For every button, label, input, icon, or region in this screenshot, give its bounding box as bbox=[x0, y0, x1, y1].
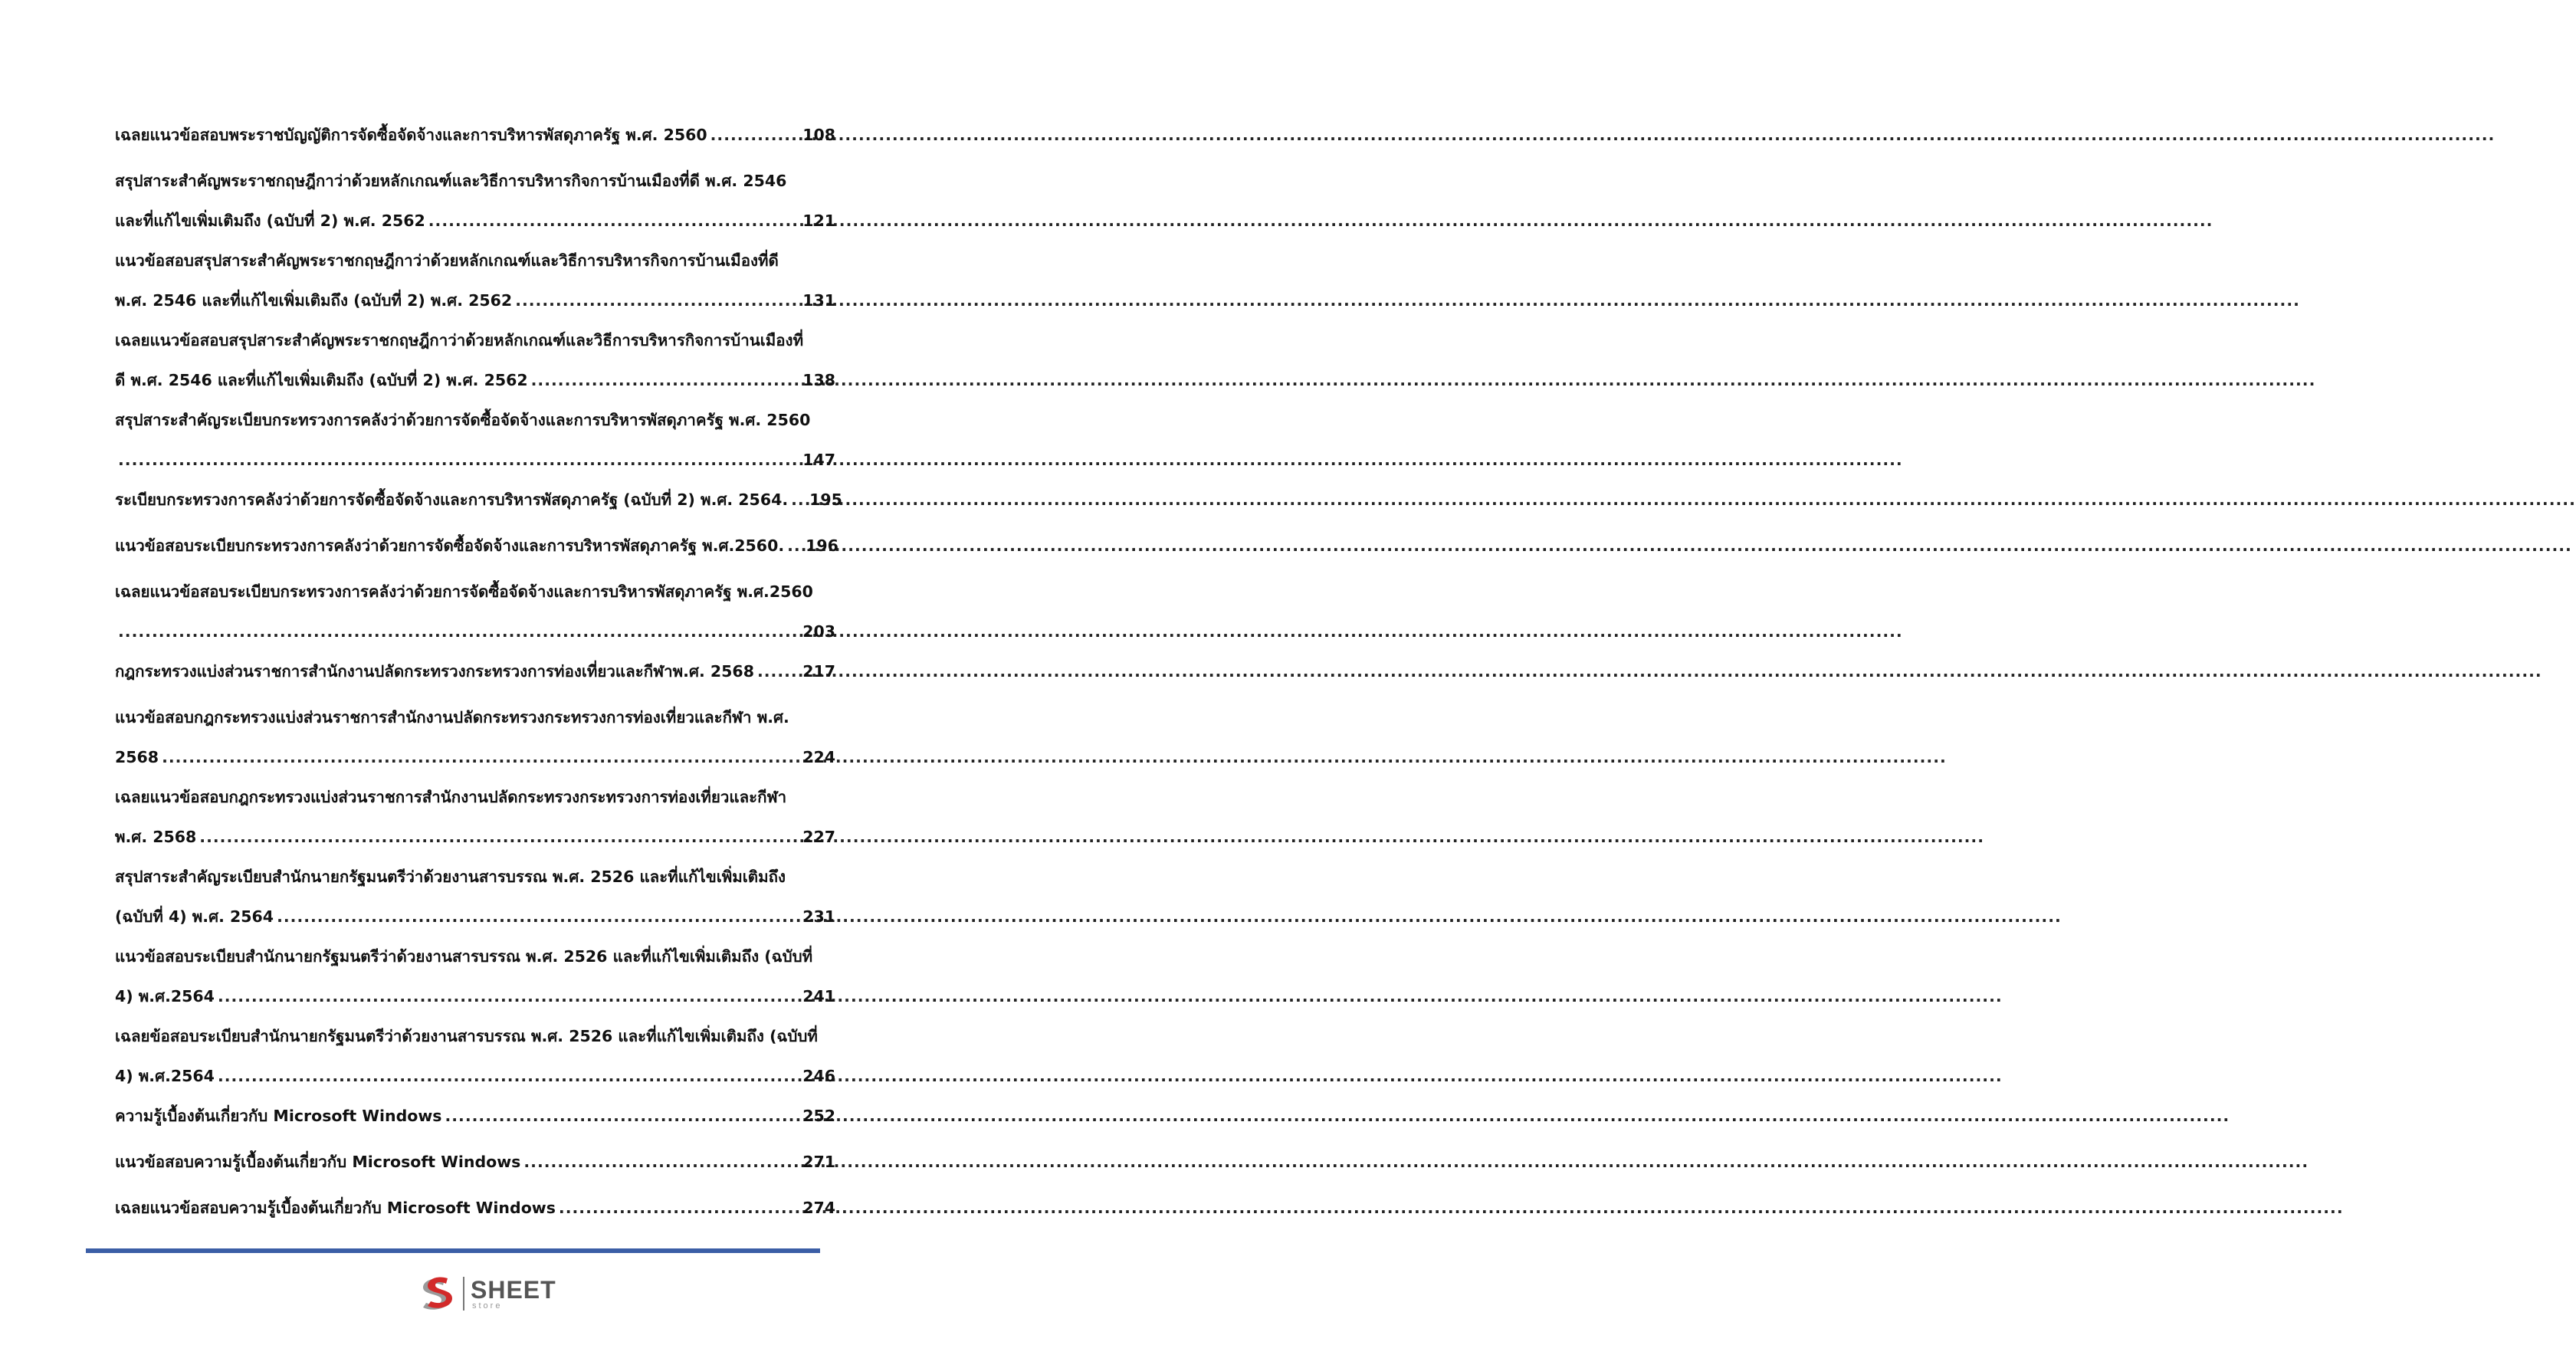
logo-text bbox=[471, 1275, 556, 1311]
toc-entry bbox=[115, 320, 835, 400]
toc-entry-line bbox=[115, 777, 835, 817]
toc-entry-line bbox=[115, 440, 835, 480]
toc-entry-title: เฉลยแนวข้อสอบกฎกระทรวงแบ่งส่วนราชการสำนักงานปลัดกระทรวงกระทรวงการท่องเที่ยวและกีฬา bbox=[115, 788, 787, 806]
toc-page-number: 147 bbox=[802, 451, 835, 469]
toc-leader-dots bbox=[787, 526, 802, 566]
toc-entry-line bbox=[115, 1142, 835, 1182]
toc-entry-line bbox=[115, 280, 835, 320]
toc-page-number: 196 bbox=[806, 536, 838, 555]
toc-entry-line bbox=[115, 1188, 835, 1228]
toc-leader-dots bbox=[791, 480, 806, 520]
toc-entry-title: ดี พ.ศ. 2546 และที่แก้ไขเพิ่มเติมถึง (ฉบับที่ 2) พ.ศ. 2562 bbox=[115, 371, 528, 389]
toc-entry-line bbox=[115, 241, 835, 280]
toc-entry bbox=[115, 651, 835, 691]
toc-entry bbox=[115, 1096, 835, 1136]
toc-entry-title: แนวข้อสอบความรู้เบื้องต้นเกี่ยวกับ Microsoft Windows bbox=[115, 1153, 521, 1171]
toc-page-number: 271 bbox=[802, 1153, 835, 1171]
toc-entry-title: สรุปสาระสำคัญระเบียบสำนักนายกรัฐมนตรีว่าด้วยงานสารบรรณ พ.ศ. 2526 และที่แก้ไขเพิ่มเติมถึง bbox=[115, 868, 786, 886]
toc-entry bbox=[115, 777, 835, 857]
toc-page-number: 121 bbox=[802, 212, 835, 230]
toc-entry-line bbox=[115, 360, 835, 400]
logo-word: SHEET bbox=[471, 1275, 556, 1304]
table-of-contents bbox=[115, 115, 842, 1234]
toc-entry bbox=[115, 697, 835, 777]
toc-entry-title: แนวข้อสอบระเบียบกระทรวงการคลังว่าด้วยการจัดซื้อจัดจ้างและการบริหารพัสดุภาครัฐ พ.ศ.2560. bbox=[115, 536, 785, 555]
toc-page-number: 203 bbox=[802, 622, 835, 641]
toc-entry-title: 2568 bbox=[115, 748, 159, 766]
toc-entry-line bbox=[115, 1056, 835, 1096]
toc-leader-dots bbox=[118, 440, 799, 480]
toc-leader-dots bbox=[445, 1096, 799, 1136]
toc-entry-title: 4) พ.ศ.2564 bbox=[115, 1067, 215, 1085]
toc-page-number: 217 bbox=[802, 662, 835, 681]
toc-page-number: 246 bbox=[802, 1067, 835, 1085]
toc-entry-title: เฉลยแนวข้อสอบพระราชบัญญัติการจัดซื้อจัดจ้างและการบริหารพัสดุภาครัฐ พ.ศ. 2560 bbox=[115, 126, 707, 144]
toc-entry-line bbox=[115, 697, 835, 737]
toc-entry-line bbox=[115, 480, 842, 520]
toc-entry-title: 4) พ.ศ.2564 bbox=[115, 987, 215, 1005]
toc-page-number: 195 bbox=[809, 490, 842, 509]
toc-entry-title: แนวข้อสอบสรุปสาระสำคัญพระราชกฤษฎีกาว่าด้วยหลักเกณฑ์และวิธีการบริหารกิจการบ้านเมืองที่ดี bbox=[115, 251, 779, 270]
toc-entry-line bbox=[115, 737, 835, 777]
toc-entry bbox=[115, 526, 838, 566]
toc-entry-line bbox=[115, 161, 835, 201]
toc-entry-line bbox=[115, 115, 835, 155]
toc-entry-line bbox=[115, 817, 835, 857]
toc-page-number: 274 bbox=[802, 1199, 835, 1217]
toc-entry-line bbox=[115, 612, 835, 651]
toc-entry-title: สรุปสาระสำคัญพระราชกฤษฎีกาว่าด้วยหลักเกณฑ์และวิธีการบริหารกิจการบ้านเมืองที่ดี พ.ศ. 2546 bbox=[115, 172, 787, 190]
toc-leader-dots bbox=[428, 201, 799, 241]
toc-entry bbox=[115, 937, 835, 1016]
toc-page-number: 131 bbox=[802, 291, 835, 310]
toc-entry-title: แนวข้อสอบกฎกระทรวงแบ่งส่วนราชการสำนักงานปลัดกระทรวงกระทรวงการท่องเที่ยวและกีฬา พ.ศ. bbox=[115, 708, 789, 727]
toc-leader-dots bbox=[523, 1142, 799, 1182]
toc-entry bbox=[115, 1016, 835, 1096]
toc-entry bbox=[115, 115, 835, 155]
toc-entry bbox=[115, 161, 835, 241]
toc-entry-title: เฉลยข้อสอบระเบียบสำนักนายกรัฐมนตรีว่าด้วยงานสารบรรณ พ.ศ. 2526 และที่แก้ไขเพิ่มเติมถึง (ฉบับที่ bbox=[115, 1027, 818, 1045]
toc-entry-line bbox=[115, 1096, 835, 1136]
toc-entry bbox=[115, 857, 835, 937]
sheet-store-logo-icon bbox=[414, 1272, 457, 1315]
toc-entry-line bbox=[115, 526, 838, 566]
toc-entry-line bbox=[115, 572, 835, 612]
toc-page-number: 252 bbox=[802, 1107, 835, 1125]
toc-entry-line bbox=[115, 937, 835, 976]
toc-leader-dots bbox=[515, 280, 799, 320]
toc-entry bbox=[115, 572, 835, 651]
logo-separator bbox=[463, 1277, 464, 1311]
toc-entry bbox=[115, 1188, 835, 1228]
sheet-store-logo bbox=[414, 1272, 556, 1315]
toc-leader-dots bbox=[162, 737, 799, 777]
toc-entry bbox=[115, 241, 835, 320]
toc-page-number: 224 bbox=[802, 748, 835, 766]
toc-entry-title: สรุปสาระสำคัญระเบียบกระทรวงการคลังว่าด้วยการจัดซื้อจัดจ้างและการบริหารพัสดุภาครัฐ พ.ศ. 2560 bbox=[115, 411, 811, 429]
toc-leader-dots bbox=[531, 360, 800, 400]
toc-entry-title: ความรู้เบื้องต้นเกี่ยวกับ Microsoft Windows bbox=[115, 1107, 442, 1125]
toc-entry-title: กฎกระทรวงแบ่งส่วนราชการสำนักงานปลัดกระทรวงกระทรวงการท่องเที่ยวและกีฬาพ.ศ. 2568 bbox=[115, 662, 754, 681]
toc-page-number: 241 bbox=[802, 987, 835, 1005]
toc-leader-dots bbox=[559, 1188, 799, 1228]
toc-page-number: 108 bbox=[802, 126, 835, 144]
toc-leader-dots bbox=[757, 651, 799, 691]
toc-page-number: 227 bbox=[802, 828, 835, 846]
toc-entry-title: ระเบียบกระทรวงการคลังว่าด้วยการจัดซื้อจัดจ้างและการบริหารพัสดุภาครัฐ (ฉบับที่ 2) พ.ศ. 2564. bbox=[115, 490, 789, 509]
toc-leader-dots bbox=[710, 115, 800, 155]
toc-entry-title: เฉลยแนวข้อสอบสรุปสาระสำคัญพระราชกฤษฎีกาว่าด้วยหลักเกณฑ์และวิธีการบริหารกิจการบ้านเมืองที่ bbox=[115, 331, 804, 349]
toc-entry bbox=[115, 1142, 835, 1182]
toc-entry-title: แนวข้อสอบระเบียบสำนักนายกรัฐมนตรีว่าด้วยงานสารบรรณ พ.ศ. 2526 และที่แก้ไขเพิ่มเติมถึง (ฉบับที่ bbox=[115, 947, 813, 966]
toc-leader-dots bbox=[277, 897, 799, 937]
toc-leader-dots bbox=[218, 976, 799, 1016]
toc-entry bbox=[115, 480, 842, 520]
toc-page-number: 138 bbox=[802, 371, 835, 389]
toc-leader-dots bbox=[118, 612, 799, 651]
toc-entry-line bbox=[115, 976, 835, 1016]
toc-entry-line bbox=[115, 1016, 835, 1056]
toc-entry-line bbox=[115, 320, 835, 360]
toc-entry-line bbox=[115, 201, 835, 241]
footer-rule bbox=[86, 1248, 820, 1253]
toc-entry-title: (ฉบับที่ 4) พ.ศ. 2564 bbox=[115, 907, 274, 926]
toc-leader-dots bbox=[199, 817, 799, 857]
toc-entry-title: พ.ศ. 2546 และที่แก้ไขเพิ่มเติมถึง (ฉบับที่ 2) พ.ศ. 2562 bbox=[115, 291, 513, 310]
toc-entry-title: พ.ศ. 2568 bbox=[115, 828, 197, 846]
toc-entry-line bbox=[115, 400, 835, 440]
toc-entry-title: เฉลยแนวข้อสอบระเบียบกระทรวงการคลังว่าด้วยการจัดซื้อจัดจ้างและการบริหารพัสดุภาครัฐ พ.ศ.2560 bbox=[115, 582, 813, 601]
toc-page-number: 231 bbox=[802, 907, 835, 926]
logo-subword: store bbox=[472, 1301, 503, 1311]
toc-entry-title: เฉลยแนวข้อสอบความรู้เบื้องต้นเกี่ยวกับ Microsoft Windows bbox=[115, 1199, 556, 1217]
toc-entry-line bbox=[115, 651, 835, 691]
toc-entry-line bbox=[115, 897, 835, 937]
toc-entry-line bbox=[115, 857, 835, 897]
toc-entry bbox=[115, 400, 835, 480]
toc-entry-title: และที่แก้ไขเพิ่มเติมถึง (ฉบับที่ 2) พ.ศ. 2562 bbox=[115, 212, 425, 230]
toc-leader-dots bbox=[218, 1056, 799, 1096]
